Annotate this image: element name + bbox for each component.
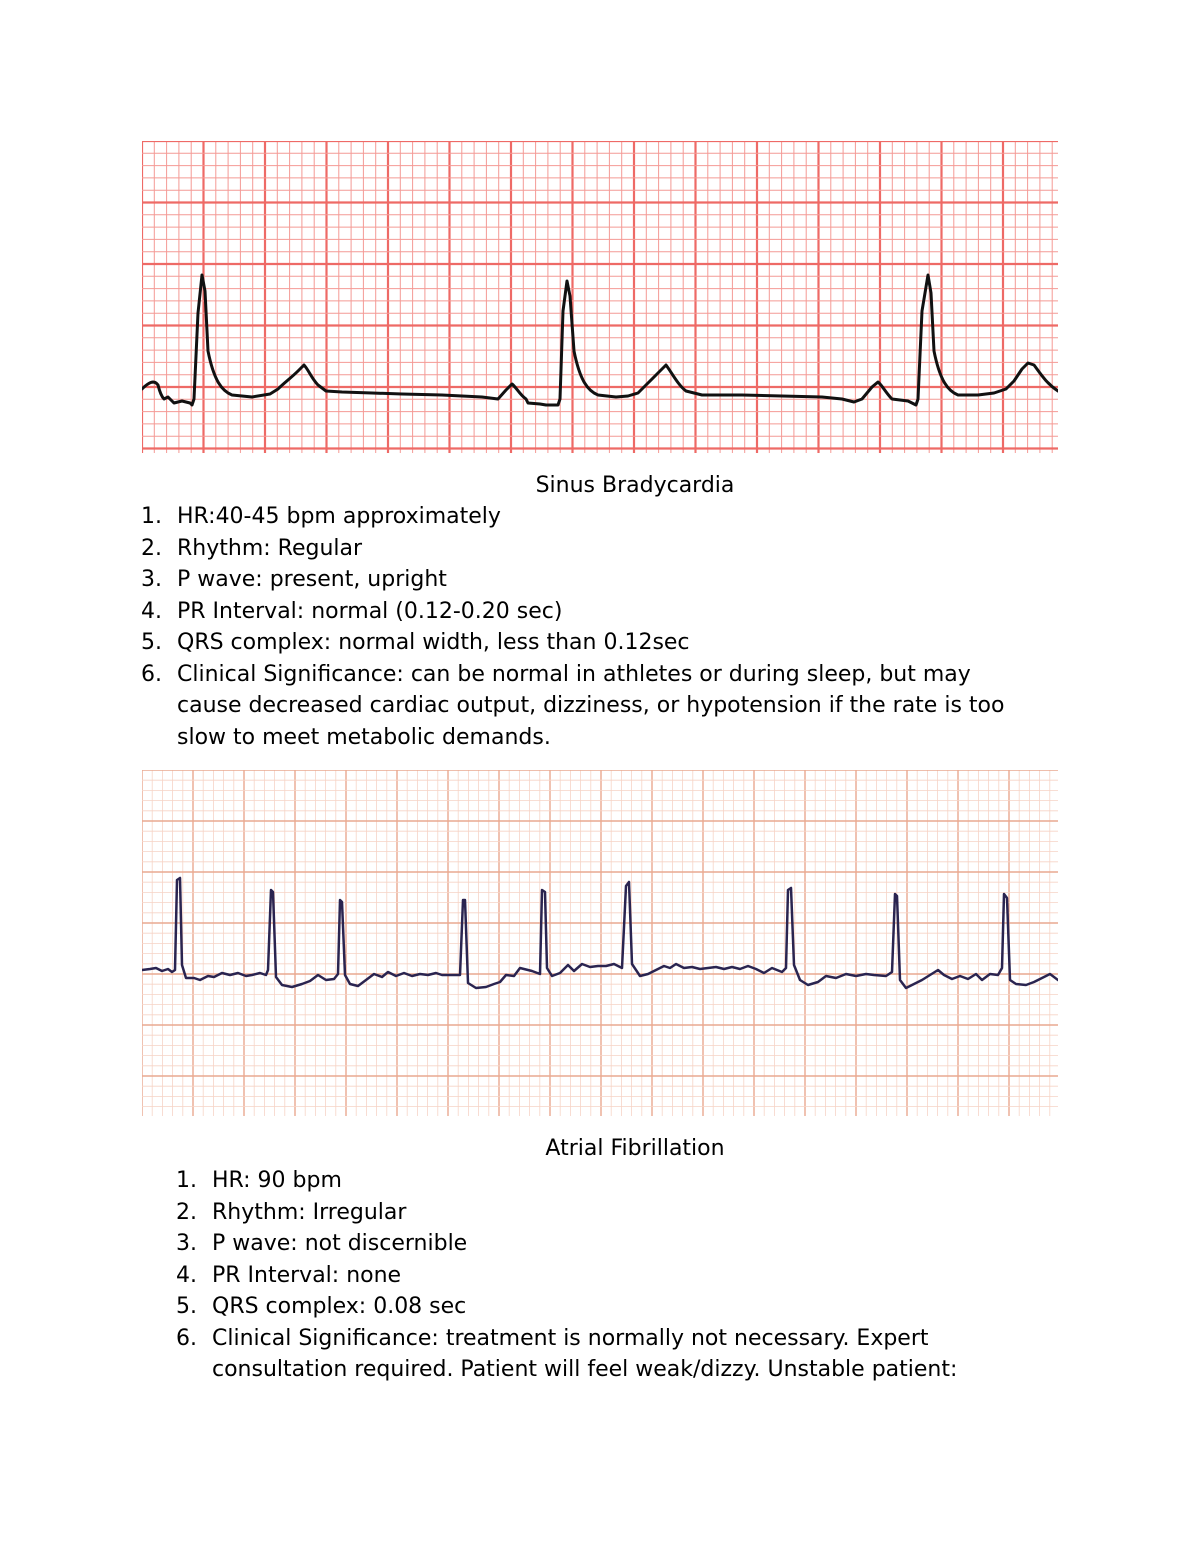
list-item <box>176 1323 1046 1386</box>
item-number: 1. <box>176 1168 197 1193</box>
item-text: Clinical Significance: treatment is normally not necessary. Expert consultation required. Patient will feel weak/dizzy. Unstable patient: <box>212 1325 958 1382</box>
item-number: 6. <box>176 1325 197 1351</box>
item-text: HR: 90 bpm <box>212 1168 342 1193</box>
item-number: 4. <box>176 1262 197 1288</box>
item-number: 3. <box>141 567 162 592</box>
list-item <box>141 501 1041 533</box>
item-text: P wave: present, upright <box>177 567 447 592</box>
item-number: 4. <box>141 598 162 624</box>
item-number: 2. <box>141 535 162 561</box>
findings-list-atrial-fibrillation <box>176 1165 1046 1386</box>
item-text: QRS complex: 0.08 sec <box>212 1294 467 1319</box>
list-item <box>176 1165 1046 1197</box>
list-item <box>176 1197 1046 1229</box>
list-item <box>141 533 1041 565</box>
item-text: HR:40-45 bpm approximately <box>177 504 501 529</box>
item-text: Rhythm: Irregular <box>212 1199 407 1225</box>
ecg-grid <box>142 770 1058 1116</box>
ecg-strip-sinus-bradycardia <box>142 141 1058 453</box>
findings-list-sinus-bradycardia <box>141 501 1041 753</box>
ecg-strip-atrial-fibrillation <box>142 770 1058 1116</box>
list-item <box>176 1228 1046 1260</box>
item-number: 5. <box>176 1294 197 1319</box>
item-number: 2. <box>176 1199 197 1225</box>
list-item <box>141 627 1041 659</box>
item-number: 1. <box>141 504 162 529</box>
item-text: Rhythm: Regular <box>177 535 363 561</box>
item-number: 3. <box>176 1231 197 1256</box>
item-number: 6. <box>141 661 162 687</box>
ecg-grid <box>142 141 1058 453</box>
item-text: Clinical Significance: can be normal in athletes or during sleep, but may cause decreased cardiac output, dizziness, or hypotension if the rate is too slow to meet metabolic demands. <box>177 661 1005 750</box>
section-title: Sinus Bradycardia <box>535 473 735 498</box>
grid-background <box>142 141 1058 453</box>
section-title: Atrial Fibrillation <box>545 1136 725 1161</box>
list-item <box>141 659 1041 754</box>
item-text: PR Interval: normal (0.12-0.20 sec) <box>177 598 563 624</box>
list-item <box>141 564 1041 596</box>
item-text: QRS complex: normal width, less than 0.12sec <box>177 630 690 655</box>
list-item <box>176 1260 1046 1292</box>
item-number: 5. <box>141 630 162 655</box>
list-item <box>141 596 1041 628</box>
item-text: P wave: not discernible <box>212 1231 468 1256</box>
item-text: PR Interval: none <box>212 1262 402 1288</box>
list-item <box>176 1291 1046 1323</box>
